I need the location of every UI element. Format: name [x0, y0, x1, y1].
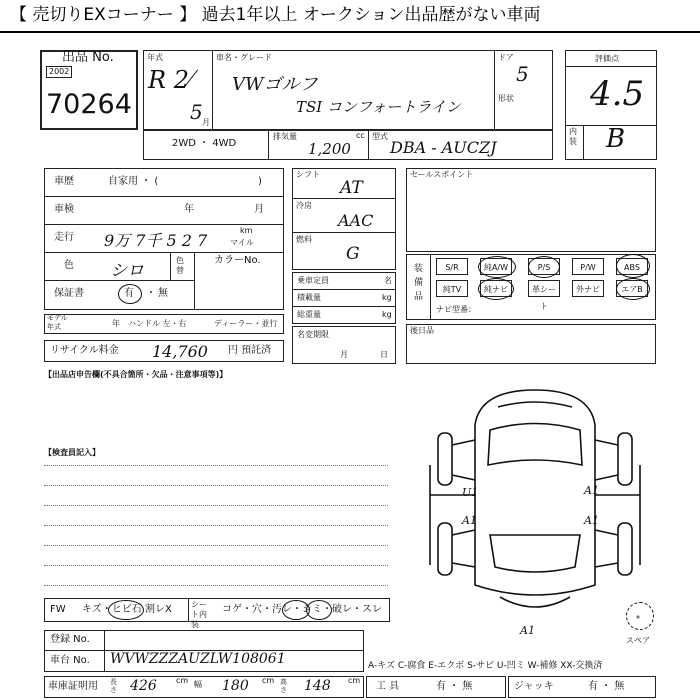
interior-label: 内装 — [569, 127, 577, 146]
equip-circle-navi — [478, 278, 514, 300]
equipment-item: 外ナビ — [572, 280, 604, 297]
displacement-unit: cc — [356, 131, 365, 140]
fuel-label: 燃料 — [296, 235, 312, 244]
equip-circle-ps — [528, 256, 560, 278]
warranty-label: 保証書 — [54, 288, 84, 299]
mark-4: A1 — [584, 514, 599, 527]
fuel-value: G — [346, 244, 360, 264]
length-label: 長さ — [110, 678, 117, 694]
mileage-label: 走行 — [54, 232, 74, 243]
chassis-label: 車台 No. — [50, 655, 90, 666]
height-label: 高さ — [280, 678, 287, 694]
width-value: 180 — [222, 678, 249, 694]
history-label: 車歴 — [54, 176, 74, 187]
shift-label: シフト — [296, 170, 320, 179]
lot-number: 70264 — [46, 89, 132, 120]
handle-label: ハンドル 左・右 — [128, 319, 187, 328]
lot-year-tag: 2002 — [46, 66, 72, 78]
fw-label: FW — [50, 604, 66, 615]
capacity-label: 乗車定員 — [297, 276, 329, 285]
seat-items: コゲ・穴・汚レ・シミ・破レ・スレ — [222, 604, 382, 615]
equipment-item: ABS — [616, 258, 648, 275]
mark-3: A1 — [584, 484, 599, 497]
damage-legend: A-キズ C-腐食 E-エクボ S-サビ U-凹ミ W-補修 XX-交換済 — [368, 661, 603, 671]
displacement-label: 排気量 — [273, 132, 297, 141]
warranty-yes: 有 — [124, 288, 134, 299]
equipment-item: エアB — [616, 280, 648, 297]
inspector-label: 【検査員記入】 — [44, 448, 100, 457]
sales-point-label: セールスポイント — [410, 170, 474, 179]
month-unit: 月 — [202, 118, 210, 127]
spare-tire-icon — [626, 602, 654, 630]
interior-value: B — [606, 124, 626, 154]
seller-notes-label: 【出品店申告欄(不具合箇所・欠品・注意事項等)】 — [44, 370, 228, 379]
later-label: 後日品 — [410, 326, 434, 335]
recycle-unit: 円 預託済 — [228, 345, 272, 356]
equipment-label: 装備品 — [414, 264, 424, 302]
model-year-unit: 年 — [112, 319, 120, 328]
spare-label: スペア — [626, 636, 650, 645]
car-diagram — [410, 385, 660, 625]
inspection-label: 車検 — [54, 204, 74, 215]
equip-circle-aw — [478, 256, 516, 278]
later-box — [406, 324, 656, 364]
equip-circle-airbag — [616, 278, 650, 300]
mileage-unit-km: km — [240, 226, 253, 235]
grade: TSI コンフォートライン — [296, 98, 461, 116]
change-label: 名変期限 — [297, 330, 329, 339]
reg-label: 登録 No. — [50, 634, 90, 645]
color-label: 色 — [64, 260, 74, 271]
recycle-label: リサイクル料金 — [50, 345, 119, 356]
header-title: 【 売切りEXコーナー 】 過去1年以上 オークション出品歴がない車両 — [10, 5, 541, 25]
equipment-item: 純A/W — [480, 258, 512, 275]
score-value: 4.5 — [590, 74, 645, 114]
year-value: R 2 — [148, 66, 189, 94]
mileage-value: 9万 7千 5 2 7 — [104, 231, 208, 250]
warranty-circle — [118, 284, 142, 304]
ac-label: 冷房 — [296, 201, 312, 210]
model-value: DBA - AUCZJ — [390, 138, 497, 157]
weight-unit: kg — [382, 310, 392, 319]
shift-value: AT — [340, 178, 363, 198]
history-value: 自家用 ・ ( — [108, 176, 159, 187]
mileage-unit-mile: マイル — [230, 238, 254, 247]
seat-label: シート内装 — [191, 600, 207, 629]
sales-point-box — [406, 168, 656, 252]
equipment-item: P/S — [528, 258, 560, 275]
equip-circle-abs — [616, 254, 650, 278]
shape-label: 形状 — [498, 94, 514, 103]
score-label: 評価点 — [595, 54, 619, 63]
equipment-item: S/R — [436, 258, 468, 275]
equipment-item: P/W — [572, 258, 604, 275]
inspection-month: 月 — [254, 204, 264, 215]
ac-value: AAC — [338, 211, 374, 230]
dealer-label: ディーラー・並行 — [214, 319, 278, 328]
change-month: 月 — [340, 350, 348, 359]
tools-value: 有 ・ 無 — [436, 681, 473, 692]
capacity-unit: 名 — [384, 276, 392, 285]
length-value: 426 — [130, 678, 157, 694]
width-label: 幅 — [194, 680, 202, 689]
warranty-no: 無 — [158, 288, 168, 299]
cert-label: 車庫証明用 — [48, 681, 98, 692]
mark-1: U1 — [462, 486, 479, 499]
color-change-label: 色替 — [176, 256, 184, 275]
height-value: 148 — [304, 678, 331, 694]
displacement-value: 1,200 — [308, 140, 351, 158]
fw-items: キズ・ヒビ石 割レX — [82, 604, 172, 615]
load-unit: kg — [382, 293, 392, 302]
mark-5: A1 — [520, 624, 535, 637]
chassis-value: WVWZZZAUZLW108061 — [110, 651, 286, 667]
history-close: ) — [258, 176, 262, 187]
name-label: 車名・グレード — [216, 53, 272, 62]
load-label: 積載量 — [297, 293, 321, 302]
weight-label: 総重量 — [297, 310, 321, 319]
recycle-value: 14,760 — [152, 342, 208, 361]
year-label: 年式 — [147, 53, 163, 62]
navi-label: ナビ型番： — [436, 305, 476, 314]
month-value: 5 — [190, 100, 203, 124]
tools-label: 工 具 — [376, 681, 400, 692]
model-label: 型式 — [372, 132, 388, 141]
mark-2: A1 — [462, 514, 477, 527]
jack-label: ジャッキ — [514, 681, 554, 692]
color-no-label: カラーNo. — [214, 255, 261, 266]
door-value: 5 — [516, 62, 529, 86]
door-label: ドア — [498, 53, 514, 62]
color-value: シロ — [110, 261, 144, 281]
drive-label: 2WD ・ 4WD — [172, 138, 237, 149]
change-day: 日 — [380, 350, 388, 359]
jack-value: 有 ・ 無 — [588, 681, 625, 692]
car-name: VWゴルフ — [232, 74, 318, 95]
inspection-year: 年 — [184, 204, 194, 215]
equipment-item: 革シート — [528, 280, 560, 297]
equipment-item: 純TV — [436, 280, 468, 297]
equipment-item: 純ナビ — [480, 280, 512, 297]
model-year-label: モデル年式 — [47, 314, 68, 331]
lot-label: 出品 No. — [62, 50, 114, 65]
